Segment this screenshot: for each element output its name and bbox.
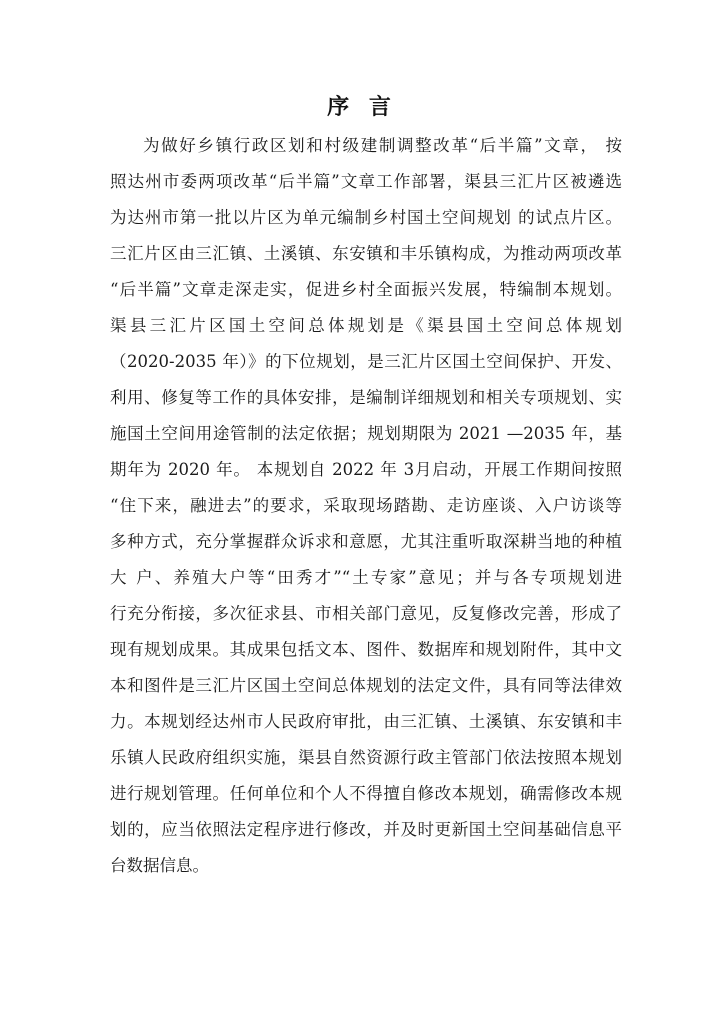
paragraph-line: “住下来，融进去”的要求，采取现场踏勘、走访座谈、入户访谈等	[110, 496, 622, 515]
paragraph-line: 划的，应当依照法定程序进行修改，并及时更新国土空间基础信息平	[110, 820, 622, 839]
paragraph-line: 渠县三汇片区国土空间总体规划是《渠县国土空间总体规划	[110, 316, 622, 335]
paragraph-line: 为做好乡镇行政区划和村级建制调整改革“后半篇”文章， 按	[143, 136, 622, 155]
paragraph-line: 行充分衔接，多次征求县、市相关部门意见，反复修改完善，形成了	[110, 604, 622, 623]
page-title: 序 言	[327, 95, 397, 120]
paragraph-line: 进行规划管理。任何单位和个人不得擅自修改本规划，确需修改本规	[110, 784, 622, 803]
paragraph-line: 利用、修复等工作的具体安排，是编制详细规划和相关专项规划、实	[110, 388, 622, 407]
paragraph-line: 多种方式，充分掌握群众诉求和意愿，尤其注重听取深耕当地的种植	[110, 532, 622, 551]
paragraph-line: 乐镇人民政府组织实施，渠县自然资源行政主管部门依法按照本规划	[110, 748, 622, 767]
paragraph-line: 本和图件是三汇片区国土空间总体规划的法定文件，具有同等法律效	[110, 676, 622, 695]
paragraph-line: 大 户、养殖大户等“田秀才”“土专家”意见；并与各专项规划进	[110, 568, 622, 587]
paragraph-line: 现有规划成果。其成果包括文本、图件、数据库和规划附件，其中文	[110, 640, 622, 659]
paragraph-line: 为达州市第一批以片区为单元编制乡村国土空间规划 的试点片区。	[110, 208, 622, 227]
paragraph-line: 施国土空间用途管制的法定依据；规划期限为 2021 —2035 年，基	[110, 424, 622, 443]
paragraph-line: 期年为 2020 年。 本规划自 2022 年 3月启动，开展工作期间按照	[110, 460, 622, 479]
paragraph-line: （2020-2035 年）》的下位规划，是三汇片区国土空间保护、开发、	[110, 352, 622, 371]
paragraph-line: 照达州市委两项改革“后半篇”文章工作部署，渠县三汇片区被遴选	[110, 172, 622, 191]
paragraph-line: 台数据信息。	[110, 856, 209, 875]
preface-body	[110, 128, 622, 884]
paragraph-line: 三汇片区由三汇镇、土溪镇、东安镇和丰乐镇构成，为推动两项改革	[110, 244, 622, 263]
paragraph-line: “后半篇”文章走深走实，促进乡村全面振兴发展，特编制本规划。	[110, 280, 622, 299]
paragraph-line: 力。本规划经达州市人民政府审批，由三汇镇、土溪镇、东安镇和丰	[110, 712, 622, 731]
